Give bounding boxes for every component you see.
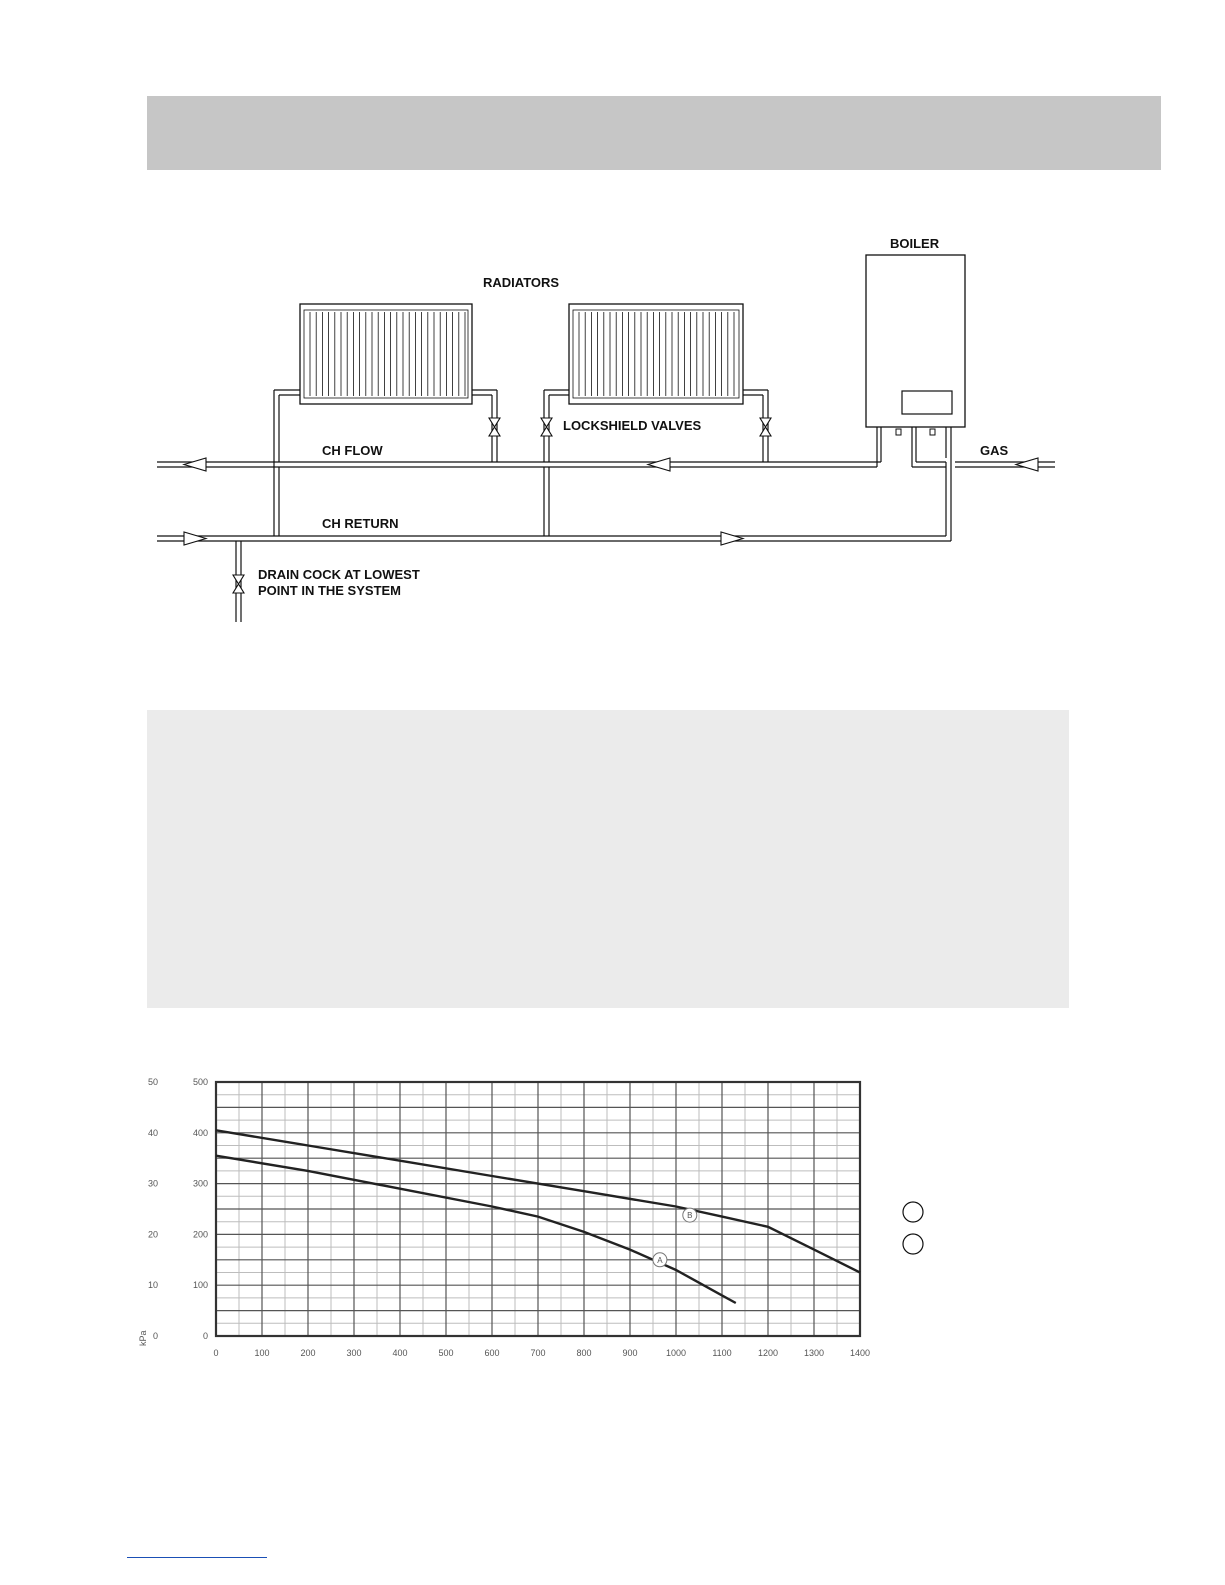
x-tick-label: 500 [438,1348,454,1358]
series-line-a [216,1156,736,1303]
ch-return-label: CH RETURN [322,516,399,531]
x-tick-label: 900 [622,1348,638,1358]
drain-cock-label-line2: POINT IN THE SYSTEM [258,583,402,598]
drain-cock-label-line1: DRAIN COCK AT LOWEST [258,567,420,582]
ch-flow-label: CH FLOW [322,443,383,458]
series-label-a: A [657,1255,663,1265]
legend-circle-2 [903,1234,923,1254]
boiler [866,255,965,435]
x-tick-label: 1100 [712,1348,732,1358]
y-axis-label: kPa [138,1330,148,1346]
y-tick-label-kpa: 0 [152,1331,158,1341]
x-tick-label: 0 [213,1348,219,1358]
y-tick-label-mbar: 0 [202,1331,208,1341]
lockshield-valves-label: LOCKSHIELD VALVES [563,418,702,433]
x-tick-label: 1200 [757,1348,779,1358]
gas-label: GAS [980,443,1009,458]
x-tick-label: 600 [484,1348,500,1358]
y-tick-label-kpa: 10 [147,1280,158,1291]
y-tick-label-mbar: 500 [192,1077,208,1087]
y-tick-label-mbar: 200 [192,1229,208,1240]
x-tick-label: 1400 [849,1348,871,1358]
y-tick-label-mbar: 300 [192,1178,208,1189]
y-tick-label-kpa: 20 [147,1229,158,1240]
drain-cock [233,575,244,593]
x-tick-label: 1300 [803,1348,825,1358]
y-tick-label-mbar: 400 [192,1127,208,1138]
x-tick-label: 700 [530,1348,546,1358]
x-tick-label: 200 [300,1348,316,1358]
legend-circle-1 [903,1202,923,1222]
pump-performance-chart [138,1077,870,1358]
x-tick-label: 1000 [665,1348,687,1358]
flow-arrows [184,458,1038,545]
y-tick-label-kpa: 30 [147,1178,158,1189]
y-tick-label-kpa: 40 [147,1127,158,1138]
radiator-left [300,304,472,404]
radiator-right [569,304,743,404]
series-label-b: B [687,1211,693,1221]
boiler-label: BOILER [890,236,940,251]
x-tick-label: 300 [346,1348,362,1358]
x-tick-label: 400 [392,1348,408,1358]
chart-legend [903,1202,923,1254]
y-tick-label-mbar: 100 [192,1280,208,1291]
x-tick-label: 100 [254,1348,270,1358]
radiators-label: RADIATORS [483,275,560,290]
x-tick-label: 800 [576,1348,592,1358]
y-tick-label-kpa: 50 [147,1077,158,1087]
